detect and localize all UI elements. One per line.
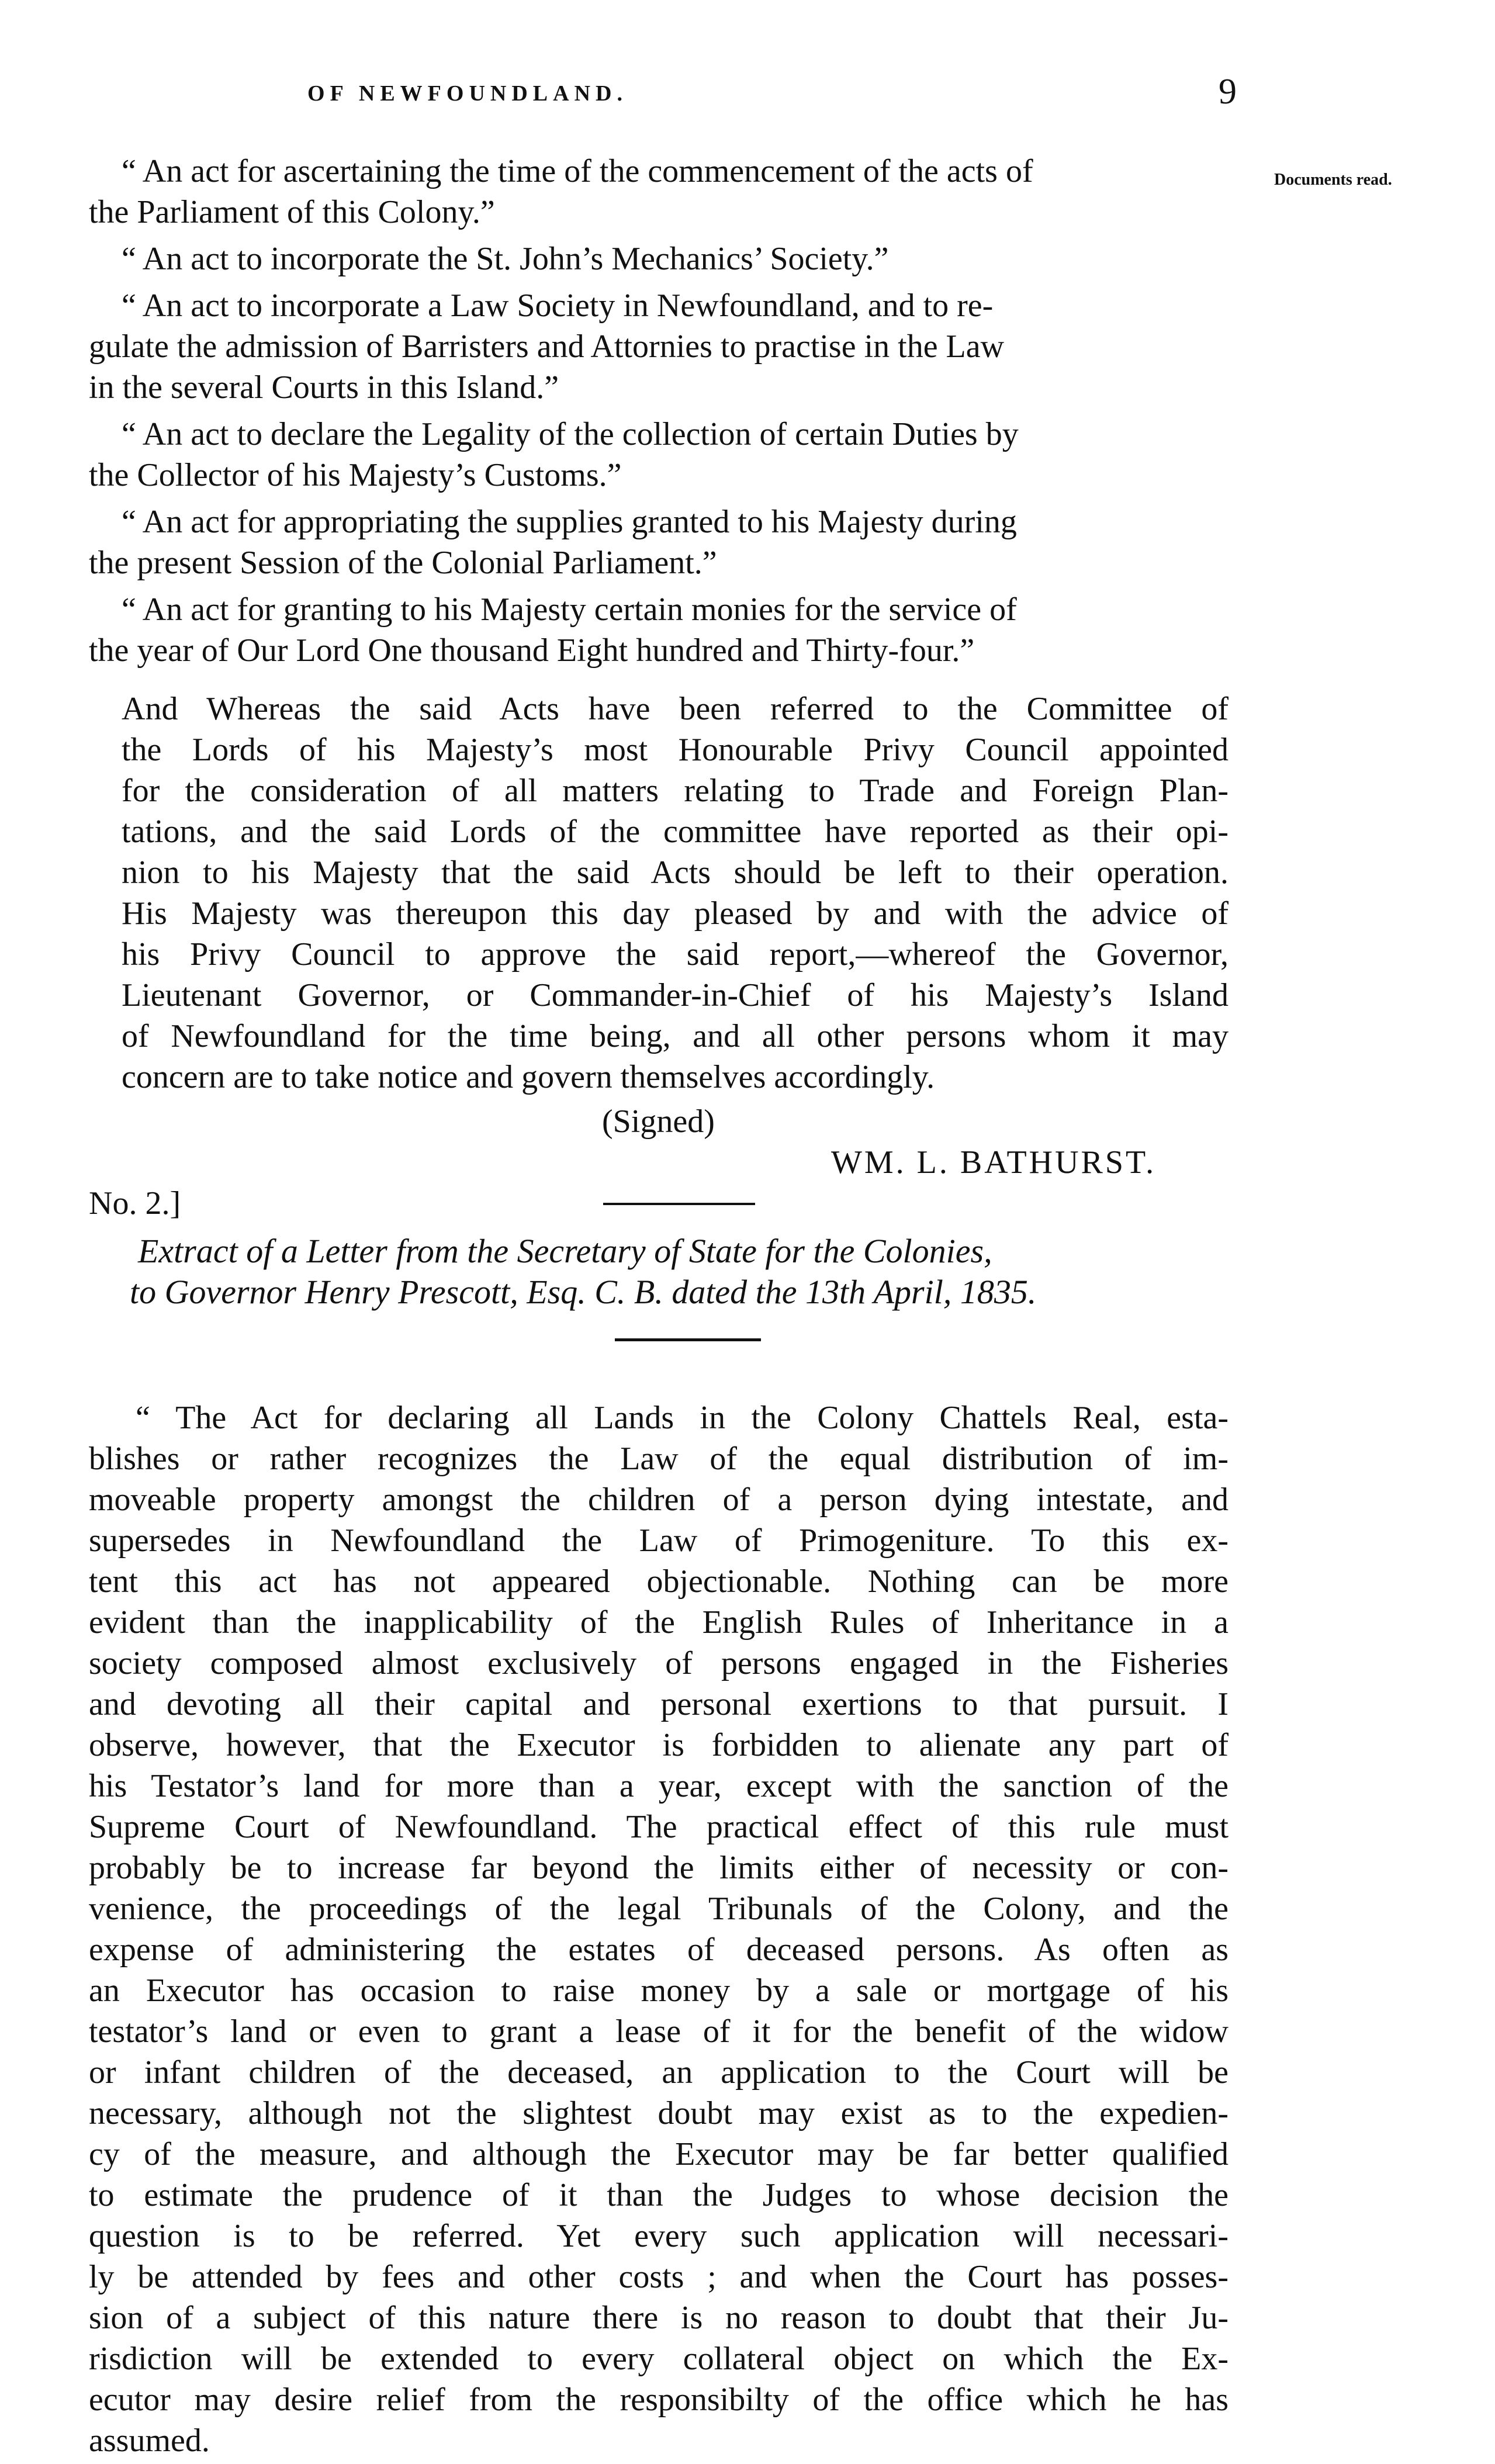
act-title [89,414,1228,496]
whereas-line: of Newfoundland for the time being, and all other persons whom it may [122,1018,1228,1054]
letter-line: risdiction will be extended to every collateral object on which the Ex- [89,2341,1228,2377]
letter-line: and devoting all their capital and personal exertions to that pursuit. I [89,1686,1228,1722]
signatory-name: WM. L. BATHURST. [831,1144,1157,1181]
act-title-line: gulate the admission of Barristers and Attornies to practise in the Law [89,328,1005,365]
act-title-line: the present Session of the Colonial Parliament.” [89,545,717,581]
letter-paragraph [89,1397,1228,2461]
letter-line: society composed almost exclusively of persons engaged in the Fisheries [89,1645,1228,1681]
act-title-line: “ An act for granting to his Majesty certain monies for the service of [122,591,1017,628]
margin-note: Documents read. [1274,171,1392,189]
letter-line: supersedes in Newfoundland the Law of Primogeniture. To this ex- [89,1522,1228,1559]
extract-heading [89,1231,1228,1313]
letter-line: assumed. [89,2423,210,2459]
whereas-line: And Whereas the said Acts have been referred to the Committee of [122,691,1228,727]
letter-line: or infant children of the deceased, an application to the Court will be [89,2054,1228,2091]
extract-heading-line: Extract of a Letter from the Secretary of State for the Colonies, [138,1232,992,1270]
act-title-line: the Parliament of this Colony.” [89,194,495,230]
letter-line: observe, however, that the Executor is forbidden to alienate any part of [89,1727,1228,1763]
letter-line: probably be to increase far beyond the limits either of necessity or con- [89,1850,1228,1886]
letter-line: ly be attended by fees and other costs ; and when the Court has posses- [89,2259,1228,2295]
page-number: 9 [1219,72,1237,112]
act-title [89,238,1228,279]
act-title-line: “ An act to incorporate the St. John’s Mechanics’ Society.” [122,241,889,277]
act-title-line: the Collector of his Majesty’s Customs.” [89,457,622,493]
running-head: OF NEWFOUNDLAND. [307,81,628,106]
document-number: No. 2.] [89,1185,181,1221]
whereas-line: his Privy Council to approve the said report,—whereof the Governor, [122,936,1228,973]
letter-line: to estimate the prudence of it than the Judges to whose decision the [89,2177,1228,2213]
act-title-line: “ An act for ascertaining the time of the commencement of the acts of [122,153,1033,189]
letter-line: venience, the proceedings of the legal Tribunals of the Colony, and the [89,1891,1228,1927]
whereas-line: the Lords of his Majesty’s most Honourable Privy Council appointed [122,732,1228,768]
letter-line: ecutor may desire relief from the responsibilty of the office which he has [89,2382,1228,2418]
whereas-line: tations, and the said Lords of the committee have reported as their opi- [122,814,1228,850]
act-title [89,589,1228,671]
act-title-line: “ An act for appropriating the supplies granted to his Majesty during [122,504,1017,540]
letter-line: an Executor has occasion to raise money by a sale or mortgage of his [89,1972,1228,2009]
letter-line: evident than the inapplicability of the English Rules of Inheritance in a [89,1604,1228,1641]
whereas-line: for the consideration of all matters relating to Trade and Foreign Plan- [122,773,1228,809]
act-title-line: “ An act to declare the Legality of the collection of certain Duties by [122,416,1019,452]
letter-line: question is to be referred. Yet every such application will necessari- [89,2218,1228,2254]
acts-list [89,151,1228,671]
letter-line: blishes or rather recognizes the Law of the equal distribution of im- [89,1441,1228,1477]
letter-line: cy of the measure, and although the Executor may be far better qualified [89,2136,1228,2172]
heading-divider [615,1338,761,1341]
letter-line: tent this act has not appeared objectionable. Nothing can be more [89,1563,1228,1600]
letter-line: “ The Act for declaring all Lands in the Colony Chattels Real, esta- [136,1400,1228,1436]
act-title [89,285,1228,408]
section-divider [603,1203,755,1205]
act-title-line: the year of Our Lord One thousand Eight hundred and Thirty-four.” [89,632,975,669]
act-title [89,151,1228,233]
whereas-line: concern are to take notice and govern themselves accordingly. [122,1059,935,1095]
letter-line: testator’s land or even to grant a lease of it for the benefit of the widow [89,2013,1228,2050]
whereas-line: nion to his Majesty that the said Acts should be left to their operation. [122,854,1228,891]
signed-label: (Signed) [602,1103,715,1140]
letter-line: necessary, although not the slightest doubt may exist as to the expedien- [89,2095,1228,2131]
letter-line: expense of administering the estates of deceased persons. As often as [89,1932,1228,1968]
act-title-line: in the several Courts in this Island.” [89,369,559,406]
whereas-line: Lieutenant Governor, or Commander-in-Chief of his Majesty’s Island [122,977,1228,1013]
letter-line: sion of a subject of this nature there is no reason to doubt that their Ju- [89,2300,1228,2336]
page-body [89,151,1228,2461]
letter-line: moveable property amongst the children of a person dying intestate, and [89,1482,1228,1518]
whereas-line: His Majesty was thereupon this day pleased by and with the advice of [122,895,1228,932]
act-title [89,501,1228,583]
extract-heading-line: to Governor Henry Prescott, Esq. C. B. dated the 13th April, 1835. [130,1273,1037,1311]
letter-line: his Testator’s land for more than a year, except with the sanction of the [89,1768,1228,1804]
act-title-line: “ An act to incorporate a Law Society in Newfoundland, and to re- [122,288,994,324]
whereas-paragraph [89,688,1228,1098]
letter-line: Supreme Court of Newfoundland. The practical effect of this rule must [89,1809,1228,1845]
